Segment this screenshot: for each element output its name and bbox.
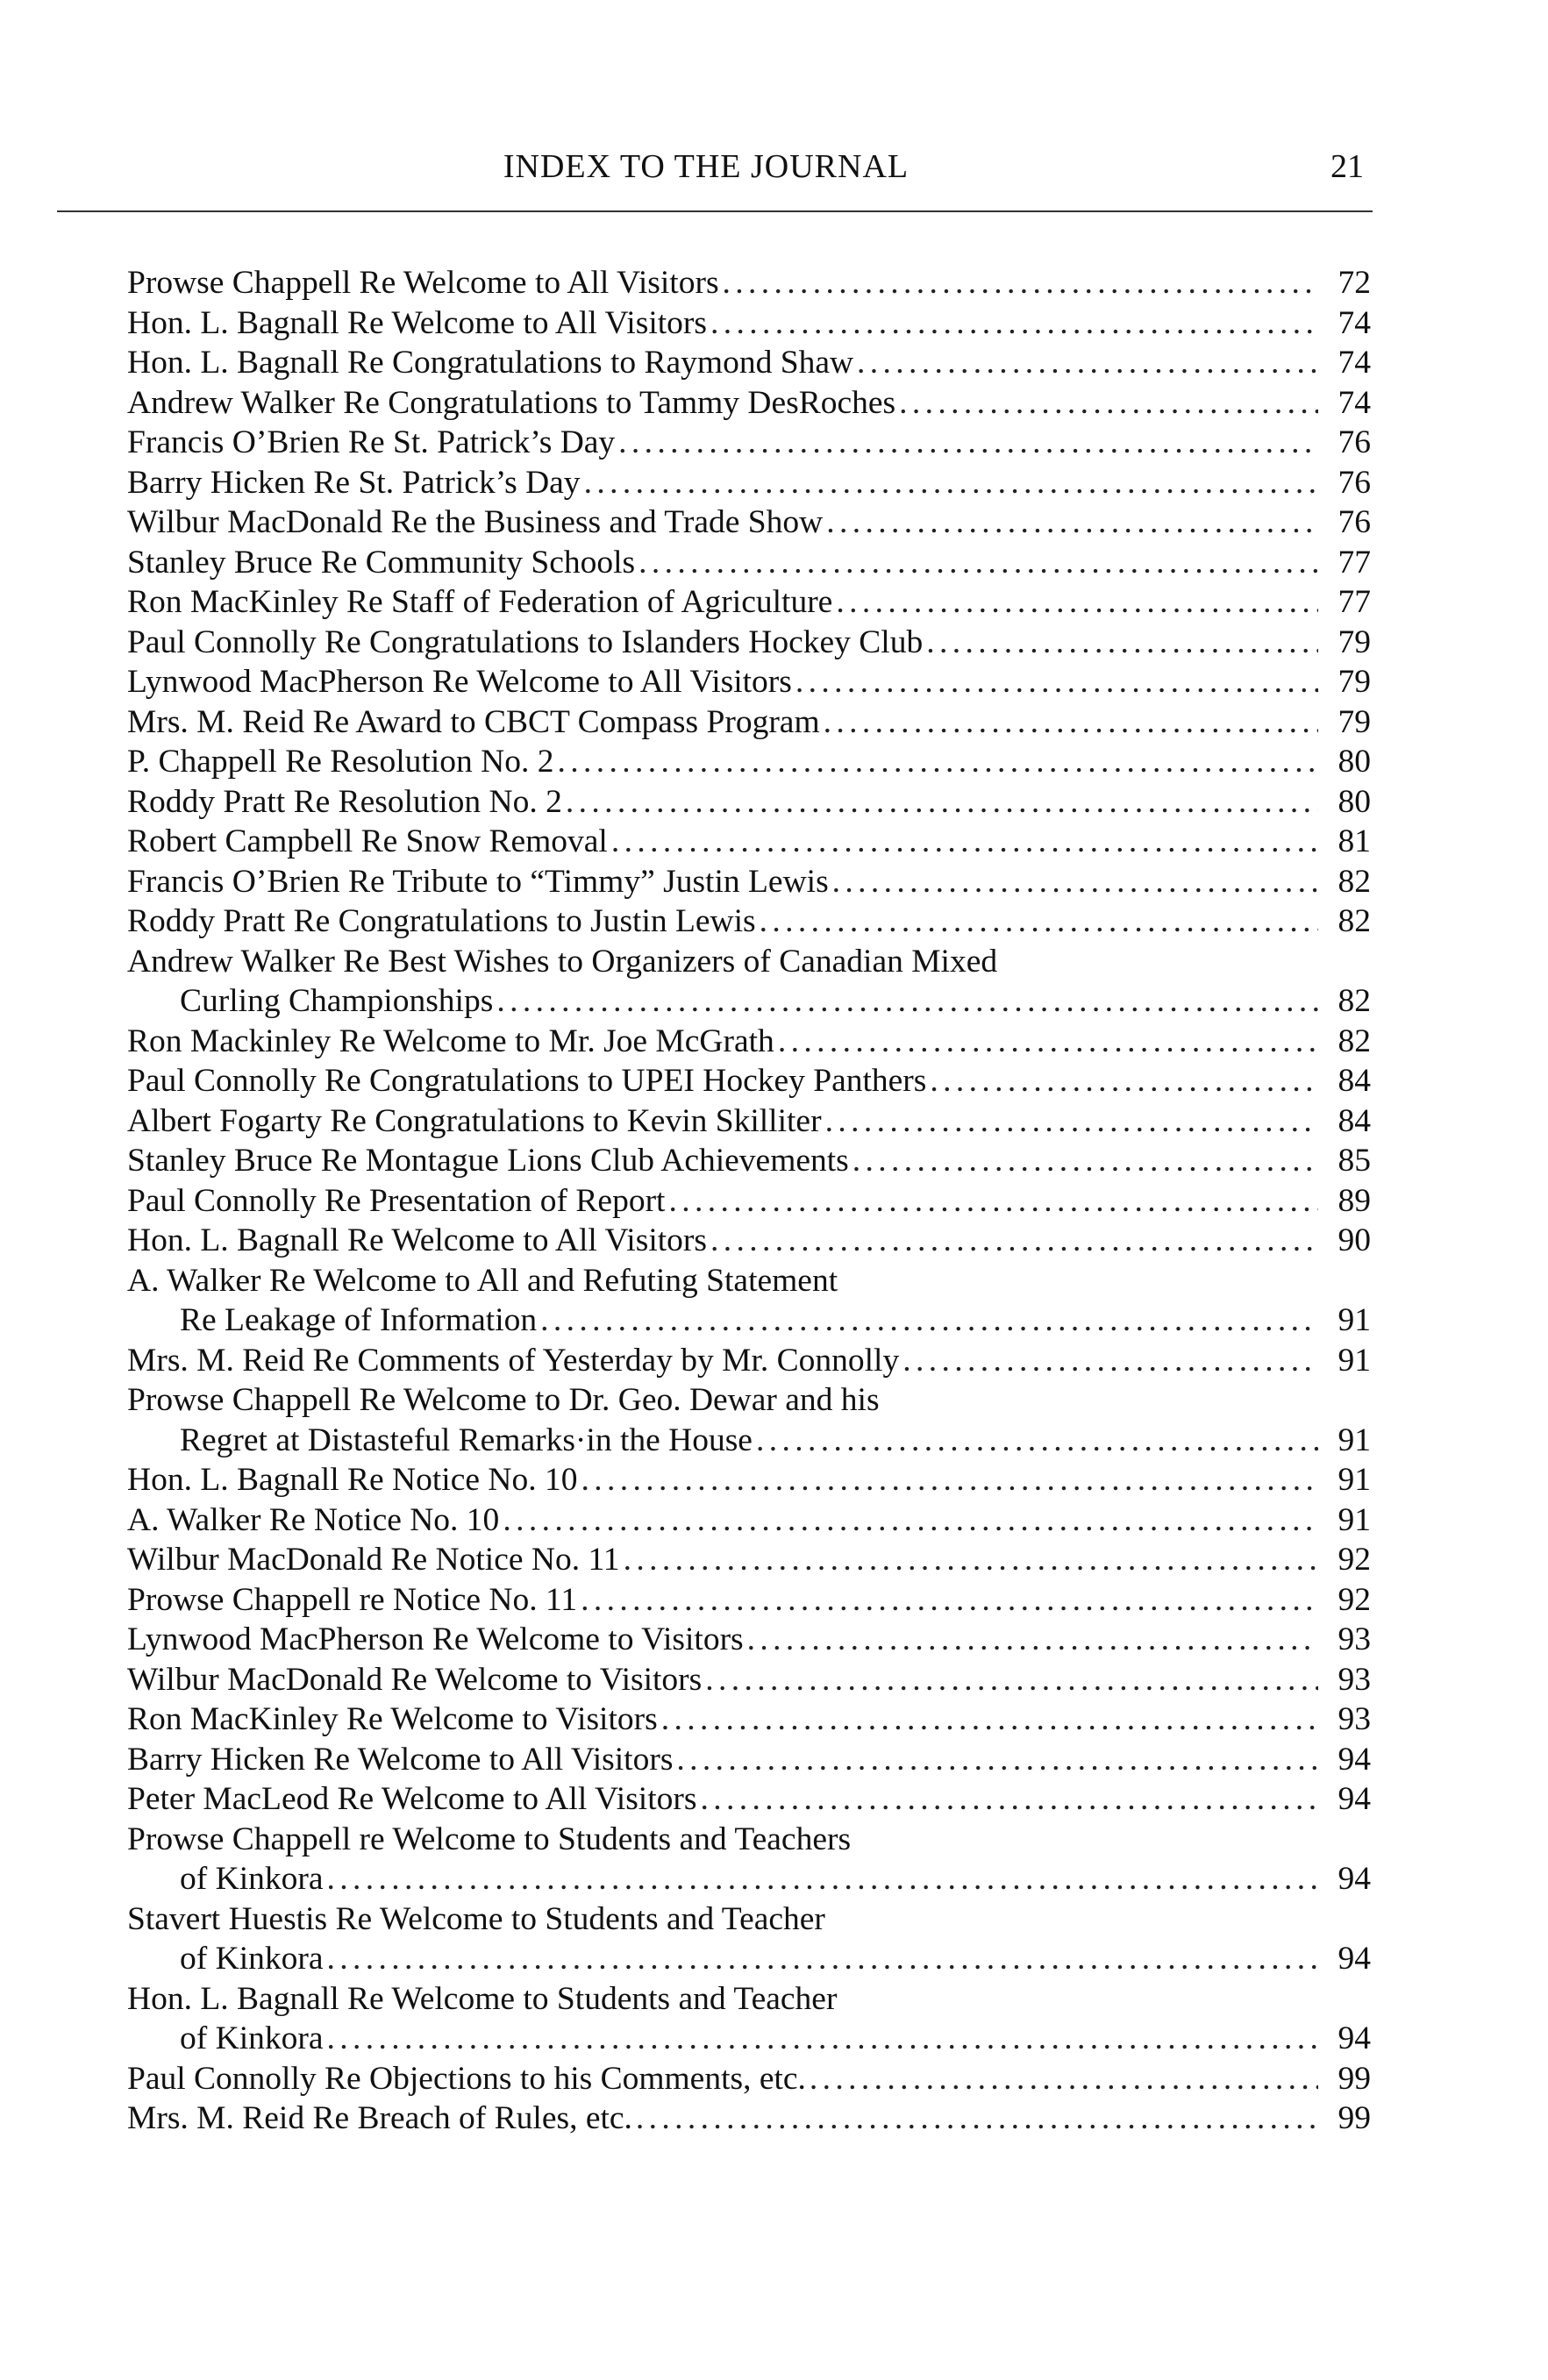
entry-text: Barry Hicken Re Welcome to All Visitors [127, 1741, 674, 1778]
index-entry [127, 702, 1371, 743]
entry-text: Stanley Bruce Re Montague Lions Club Achievements [127, 1143, 849, 1179]
entry-line [127, 782, 1371, 823]
entry-line [127, 1101, 1371, 1142]
entry-text: Ron MacKinley Re Welcome to Visitors [127, 1701, 658, 1737]
entry-text: Curling Championships [180, 983, 494, 1019]
entry-text: P. Chappell Re Resolution No. 2 [127, 744, 554, 780]
entry-line [127, 1580, 1371, 1621]
entry-page-number: 99 [1338, 2100, 1371, 2136]
entry-page-number: 81 [1338, 823, 1371, 859]
entry-page-number: 84 [1338, 1102, 1371, 1139]
dot-leader [832, 582, 1318, 623]
dot-leader [707, 1221, 1318, 1261]
entry-text: Andrew Walker Re Congratulations to Tammy DesRoches [127, 384, 896, 421]
dot-leader [673, 1740, 1318, 1780]
dot-leader [774, 1022, 1318, 1062]
entry-text: of Kinkora [180, 1941, 324, 1977]
index-entry [127, 1699, 1371, 1740]
index-entry [127, 1061, 1371, 1101]
entry-page-number: 79 [1338, 664, 1371, 700]
index-entry [127, 1580, 1371, 1621]
entry-page-number: 76 [1338, 504, 1371, 540]
entry-text: Hon. L. Bagnall Re Congratulations to Raymond Shaw [127, 345, 854, 381]
entry-line [127, 1221, 1371, 1261]
entry-text: Hon. L. Bagnall Re Notice No. 10 [127, 1462, 578, 1498]
entry-line [127, 1022, 1371, 1062]
dot-leader [899, 1341, 1318, 1381]
entry-text: Wilbur MacDonald Re the Business and Trade Show [127, 504, 824, 540]
entry-text: Paul Connolly Re Objections to his Comments, etc. [127, 2060, 806, 2097]
entry-page-number: 80 [1338, 783, 1371, 820]
entry-text: A. Walker Re Notice No. 10 [127, 1501, 500, 1538]
entry-page-number: 82 [1338, 1023, 1371, 1059]
index-entry [127, 1540, 1371, 1580]
entry-page-number: 80 [1338, 744, 1371, 780]
entry-line [127, 662, 1371, 702]
entry-page-number: 89 [1338, 1182, 1371, 1219]
index-entry [127, 862, 1371, 902]
entry-page-number: 77 [1338, 544, 1371, 581]
entry-page-number: 74 [1338, 345, 1371, 381]
dot-leader [849, 1141, 1318, 1181]
dot-leader [756, 901, 1318, 942]
index-entry [127, 623, 1371, 663]
dot-leader [707, 303, 1318, 344]
entry-page-number: 94 [1338, 1741, 1371, 1778]
entry-page-number: 93 [1338, 1661, 1371, 1698]
index-entry [127, 782, 1371, 823]
header-rule [57, 210, 1373, 212]
entry-page-number: 93 [1338, 1621, 1371, 1657]
entry-page-number: 79 [1338, 703, 1371, 740]
index-entry [127, 1979, 1371, 2059]
running-title: INDEX TO THE JOURNAL [503, 148, 910, 185]
dot-leader [822, 1101, 1318, 1142]
index-entry [127, 263, 1371, 303]
entry-line [127, 862, 1371, 902]
entry-text: Prowse Chappell Re Welcome to Dr. Geo. Dewar and his [127, 1382, 880, 1418]
entry-line [127, 1181, 1371, 1222]
dot-leader [632, 2099, 1318, 2139]
entry-line [127, 1341, 1371, 1381]
entry-line [127, 1061, 1371, 1101]
dot-leader [577, 1580, 1318, 1621]
entry-text: A. Walker Re Welcome to All and Refuting Statement [127, 1262, 838, 1299]
dot-leader [615, 423, 1318, 463]
entry-page-number: 94 [1338, 1941, 1371, 1977]
entry-text: Wilbur MacDonald Re Notice No. 11 [127, 1542, 620, 1578]
dot-leader [696, 1779, 1318, 1820]
entry-page-number: 91 [1338, 1462, 1371, 1498]
dot-leader [853, 343, 1318, 383]
index-entry [127, 662, 1371, 702]
entry-continuation-line [127, 1421, 1371, 1461]
index-entry [127, 1820, 1371, 1899]
entry-line [127, 502, 1371, 543]
entry-text: Francis O’Brien Re Tribute to “Timmy” Justin Lewis [127, 863, 829, 900]
entry-line [127, 1540, 1371, 1580]
entry-text: Roddy Pratt Re Congratulations to Justin Lewis [127, 903, 756, 939]
entry-line [127, 742, 1371, 782]
entry-page-number: 93 [1338, 1701, 1371, 1737]
entry-text: Paul Connolly Re Presentation of Report [127, 1182, 666, 1219]
index-entry [127, 1101, 1371, 1142]
entry-text: of Kinkora [180, 2020, 324, 2056]
entry-line [127, 383, 1371, 424]
entry-line [127, 1460, 1371, 1500]
entry-text: Prowse Chappell Re Welcome to All Visitors [127, 265, 719, 301]
entry-text: Lynwood MacPherson Re Welcome to All Visitors [127, 664, 792, 700]
dot-leader [493, 981, 1318, 1022]
entry-page-number: 72 [1338, 265, 1371, 301]
index-entry [127, 942, 1371, 1022]
entry-text: of Kinkora [180, 1861, 324, 1897]
entry-line [127, 343, 1371, 383]
dot-leader [635, 543, 1318, 583]
dot-leader [658, 1699, 1318, 1740]
entry-line [127, 1620, 1371, 1660]
dot-leader [577, 1460, 1318, 1500]
entry-text: Roddy Pratt Re Resolution No. 2 [127, 783, 562, 820]
dot-leader [324, 1939, 1319, 1979]
entry-text: Albert Fogarty Re Congratulations to Kevin Skilliter [127, 1102, 822, 1139]
entry-page-number: 76 [1338, 464, 1371, 501]
index-entry [127, 1022, 1371, 1062]
entry-line [127, 463, 1371, 503]
entry-text: Stanley Bruce Re Community Schools [127, 544, 636, 581]
index-entry [127, 1660, 1371, 1700]
index-entry [127, 1261, 1371, 1341]
index-entry [127, 1141, 1371, 1181]
entry-page-number: 99 [1338, 2060, 1371, 2097]
entry-text: Robert Campbell Re Snow Removal [127, 823, 608, 859]
entry-text: Hon. L. Bagnall Re Welcome to All Visitors [127, 1222, 707, 1258]
entry-line [127, 1779, 1371, 1820]
entry-text: Peter MacLeod Re Welcome to All Visitors [127, 1781, 697, 1817]
entry-page-number: 79 [1338, 624, 1371, 660]
entry-page-number: 91 [1338, 1342, 1371, 1379]
dot-leader [702, 1660, 1318, 1700]
dot-leader [926, 1061, 1318, 1101]
entry-line [127, 901, 1371, 942]
entry-text: Mrs. M. Reid Re Award to CBCT Compass Program [127, 703, 820, 740]
entry-text: Prowse Chappell re Welcome to Students and Teachers [127, 1821, 852, 1857]
dot-leader [620, 1540, 1318, 1580]
entry-continuation-line [127, 1300, 1371, 1341]
entry-line [127, 1820, 1371, 1860]
entry-line [127, 702, 1371, 743]
entry-line [127, 623, 1371, 663]
page-header [0, 140, 1548, 193]
dot-leader [324, 1859, 1319, 1899]
entry-text: Lynwood MacPherson Re Welcome to Visitors [127, 1621, 744, 1657]
entry-page-number: 92 [1338, 1542, 1371, 1578]
entry-page-number: 94 [1338, 1781, 1371, 1817]
dot-leader [608, 822, 1318, 862]
index-entry [127, 343, 1371, 383]
dot-leader [792, 662, 1318, 702]
entry-text: Re Leakage of Information [180, 1302, 538, 1338]
entry-continuation-line [127, 2019, 1371, 2059]
entry-line [127, 1979, 1371, 2020]
entry-continuation-line [127, 1859, 1371, 1899]
entry-text: Mrs. M. Reid Re Comments of Yesterday by Mr. Connolly [127, 1342, 900, 1379]
entry-line [127, 1261, 1371, 1301]
index-entry [127, 463, 1371, 503]
index-entry [127, 383, 1371, 424]
dot-leader [499, 1500, 1318, 1541]
index-entry [127, 1500, 1371, 1541]
index-entry [127, 1740, 1371, 1780]
entry-text: Barry Hicken Re St. Patrick’s Day [127, 464, 581, 501]
index-entry [127, 1460, 1371, 1500]
entry-text: Hon. L. Bagnall Re Welcome to All Visitors [127, 304, 707, 341]
entry-continuation-line [127, 1939, 1371, 1979]
entry-line [127, 1740, 1371, 1780]
entry-line [127, 543, 1371, 583]
entry-line [127, 1660, 1371, 1700]
entry-text: Ron MacKinley Re Staff of Federation of Agriculture [127, 584, 833, 620]
entry-line [127, 942, 1371, 982]
entry-text: Hon. L. Bagnall Re Welcome to Students and Teacher [127, 1980, 838, 2017]
dot-leader [324, 2019, 1319, 2059]
entry-text: Francis O’Brien Re St. Patrick’s Day [127, 424, 616, 460]
entry-page-number: 82 [1338, 983, 1371, 1019]
entry-line [127, 582, 1371, 623]
index-entry [127, 303, 1371, 344]
index-entry [127, 1779, 1371, 1820]
entry-line [127, 1699, 1371, 1740]
dot-leader [823, 502, 1318, 543]
entry-text: Mrs. M. Reid Re Breach of Rules, etc. [127, 2100, 632, 2136]
dot-leader [719, 263, 1318, 303]
entry-page-number: 84 [1338, 1063, 1371, 1099]
entry-line [127, 2099, 1371, 2139]
entry-page-number: 92 [1338, 1581, 1371, 1618]
entry-text: Wilbur MacDonald Re Welcome to Visitors [127, 1661, 703, 1698]
entry-line [127, 303, 1371, 344]
entry-page-number: 82 [1338, 863, 1371, 900]
entry-page-number: 94 [1338, 1861, 1371, 1897]
entry-page-number: 91 [1338, 1501, 1371, 1538]
entry-page-number: 74 [1338, 384, 1371, 421]
index-entry [127, 1899, 1371, 1979]
entry-page-number: 85 [1338, 1143, 1371, 1179]
entry-line [127, 1380, 1371, 1421]
entry-line [127, 263, 1371, 303]
entry-page-number: 91 [1338, 1422, 1371, 1458]
index-entry [127, 543, 1371, 583]
entry-page-number: 90 [1338, 1222, 1371, 1258]
index-entry [127, 822, 1371, 862]
dot-leader [553, 742, 1318, 782]
entry-text: Regret at Distasteful Remarks·in the House [180, 1422, 753, 1458]
entry-page-number: 76 [1338, 424, 1371, 460]
index-entry [127, 1221, 1371, 1261]
dot-leader [923, 623, 1318, 663]
entry-page-number: 74 [1338, 304, 1371, 341]
dot-leader [665, 1181, 1318, 1222]
dot-leader [806, 2059, 1318, 2099]
index-entry [127, 502, 1371, 543]
entry-text: Paul Connolly Re Congratulations to Islanders Hockey Club [127, 624, 924, 660]
dot-leader [744, 1620, 1318, 1660]
index-entry [127, 1181, 1371, 1222]
entry-continuation-line [127, 981, 1371, 1022]
dot-leader [820, 702, 1318, 743]
entry-line [127, 822, 1371, 862]
entry-page-number: 91 [1338, 1302, 1371, 1338]
entry-line [127, 1500, 1371, 1541]
index-entry [127, 1620, 1371, 1660]
entry-line [127, 2059, 1371, 2099]
entry-text: Stavert Huestis Re Welcome to Students and Teacher [127, 1900, 825, 1937]
dot-leader [581, 463, 1318, 503]
index-entry [127, 1380, 1371, 1460]
entry-page-number: 94 [1338, 2020, 1371, 2056]
index-entry [127, 901, 1371, 942]
entry-page-number: 77 [1338, 584, 1371, 620]
entry-line [127, 1141, 1371, 1181]
index-entry [127, 423, 1371, 463]
entry-line [127, 423, 1371, 463]
entry-text: Andrew Walker Re Best Wishes to Organizers of Canadian Mixed [127, 943, 998, 980]
entry-text: Paul Connolly Re Congratulations to UPEI Hockey Panthers [127, 1063, 927, 1099]
index-entry [127, 582, 1371, 623]
dot-leader [895, 383, 1318, 424]
page-number: 21 [1330, 148, 1364, 185]
entry-line [127, 1899, 1371, 1940]
index-entry [127, 742, 1371, 782]
dot-leader [562, 782, 1318, 823]
dot-leader [753, 1421, 1318, 1461]
index-entry [127, 2059, 1371, 2099]
entry-text: Ron Mackinley Re Welcome to Mr. Joe McGrath [127, 1023, 774, 1059]
dot-leader [537, 1300, 1318, 1341]
dot-leader [829, 862, 1318, 902]
entry-page-number: 82 [1338, 903, 1371, 939]
index-entry [127, 2099, 1371, 2139]
index-entry [127, 1341, 1371, 1381]
entry-text: Prowse Chappell re Notice No. 11 [127, 1581, 578, 1618]
index-entries [127, 263, 1371, 2139]
